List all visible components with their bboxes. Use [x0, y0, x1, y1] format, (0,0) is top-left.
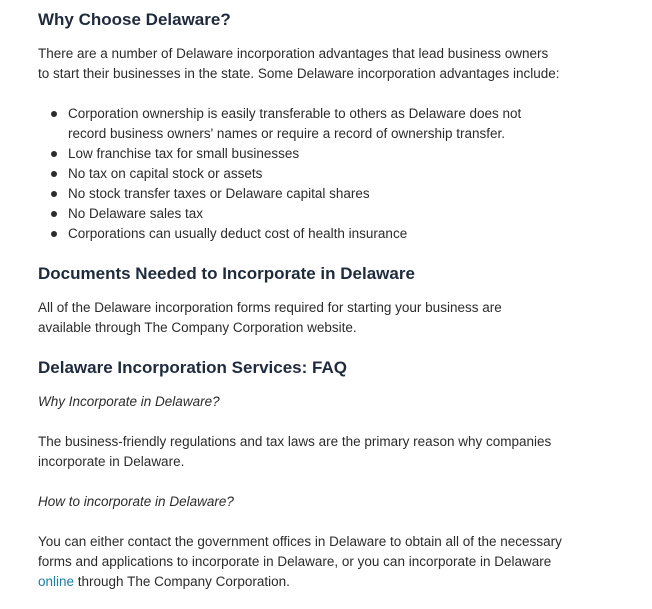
faq-answer-how-line-1: You can either contact the government offices in Delaware to obtain all of the necessary [38, 534, 562, 549]
bullet-icon [51, 151, 57, 157]
heading-why-choose-delaware: Why Choose Delaware? [38, 10, 231, 29]
faq-answer-why-line-1: The business-friendly regulations and tax laws are the primary reason why companies [38, 434, 552, 449]
bullet-icon [51, 171, 57, 177]
documents-line-1: All of the Delaware incorporation forms required for starting your business are [38, 300, 502, 315]
bullet-icon [51, 211, 57, 217]
online-link[interactable]: online [38, 574, 75, 589]
list-item [38, 184, 598, 204]
list-item-text: No Delaware sales tax [68, 206, 204, 221]
list-item [38, 144, 598, 164]
advantages-list [38, 104, 598, 244]
list-item-text-cont: record business owners' names or require a record of ownership transfer. [68, 126, 506, 141]
intro-line-1: There are a number of Delaware incorporation advantages that lead business owners [38, 46, 549, 61]
list-item-text: Corporations can usually deduct cost of health insurance [68, 226, 408, 241]
list-item-text: No tax on capital stock or assets [68, 166, 263, 181]
faq-answer-how-line-3: through The Company Corporation. [74, 574, 290, 589]
list-item [38, 164, 598, 184]
heading-faq: Delaware Incorporation Services: FAQ [38, 358, 347, 377]
bullet-icon [51, 231, 57, 237]
intro-paragraph [38, 44, 598, 84]
list-item [38, 104, 598, 144]
faq-answer-how-line-2: forms and applications to incorporate in Delaware, or you can incorporate in Delaware [38, 554, 552, 569]
bullet-icon [51, 191, 57, 197]
list-item-text: Low franchise tax for small businesses [68, 146, 300, 161]
faq-answer-how [38, 532, 598, 592]
intro-line-2: to start their businesses in the state. Some Delaware incorporation advantages include: [38, 66, 560, 81]
bullet-icon [51, 111, 57, 117]
faq-question-why: Why Incorporate in Delaware? [38, 394, 220, 409]
faq-answer-why-line-2: incorporate in Delaware. [38, 454, 185, 469]
faq-answer-why [38, 432, 598, 472]
documents-paragraph [38, 298, 558, 338]
list-item [38, 224, 598, 244]
list-item-text: Corporation ownership is easily transferable to others as Delaware does not [68, 106, 522, 121]
faq-question-how: How to incorporate in Delaware? [38, 494, 234, 509]
list-item [38, 204, 598, 224]
heading-documents-needed: Documents Needed to Incorporate in Delaware [38, 264, 415, 283]
documents-line-2: available through The Company Corporation website. [38, 320, 357, 335]
list-item-text: No stock transfer taxes or Delaware capital shares [68, 186, 370, 201]
